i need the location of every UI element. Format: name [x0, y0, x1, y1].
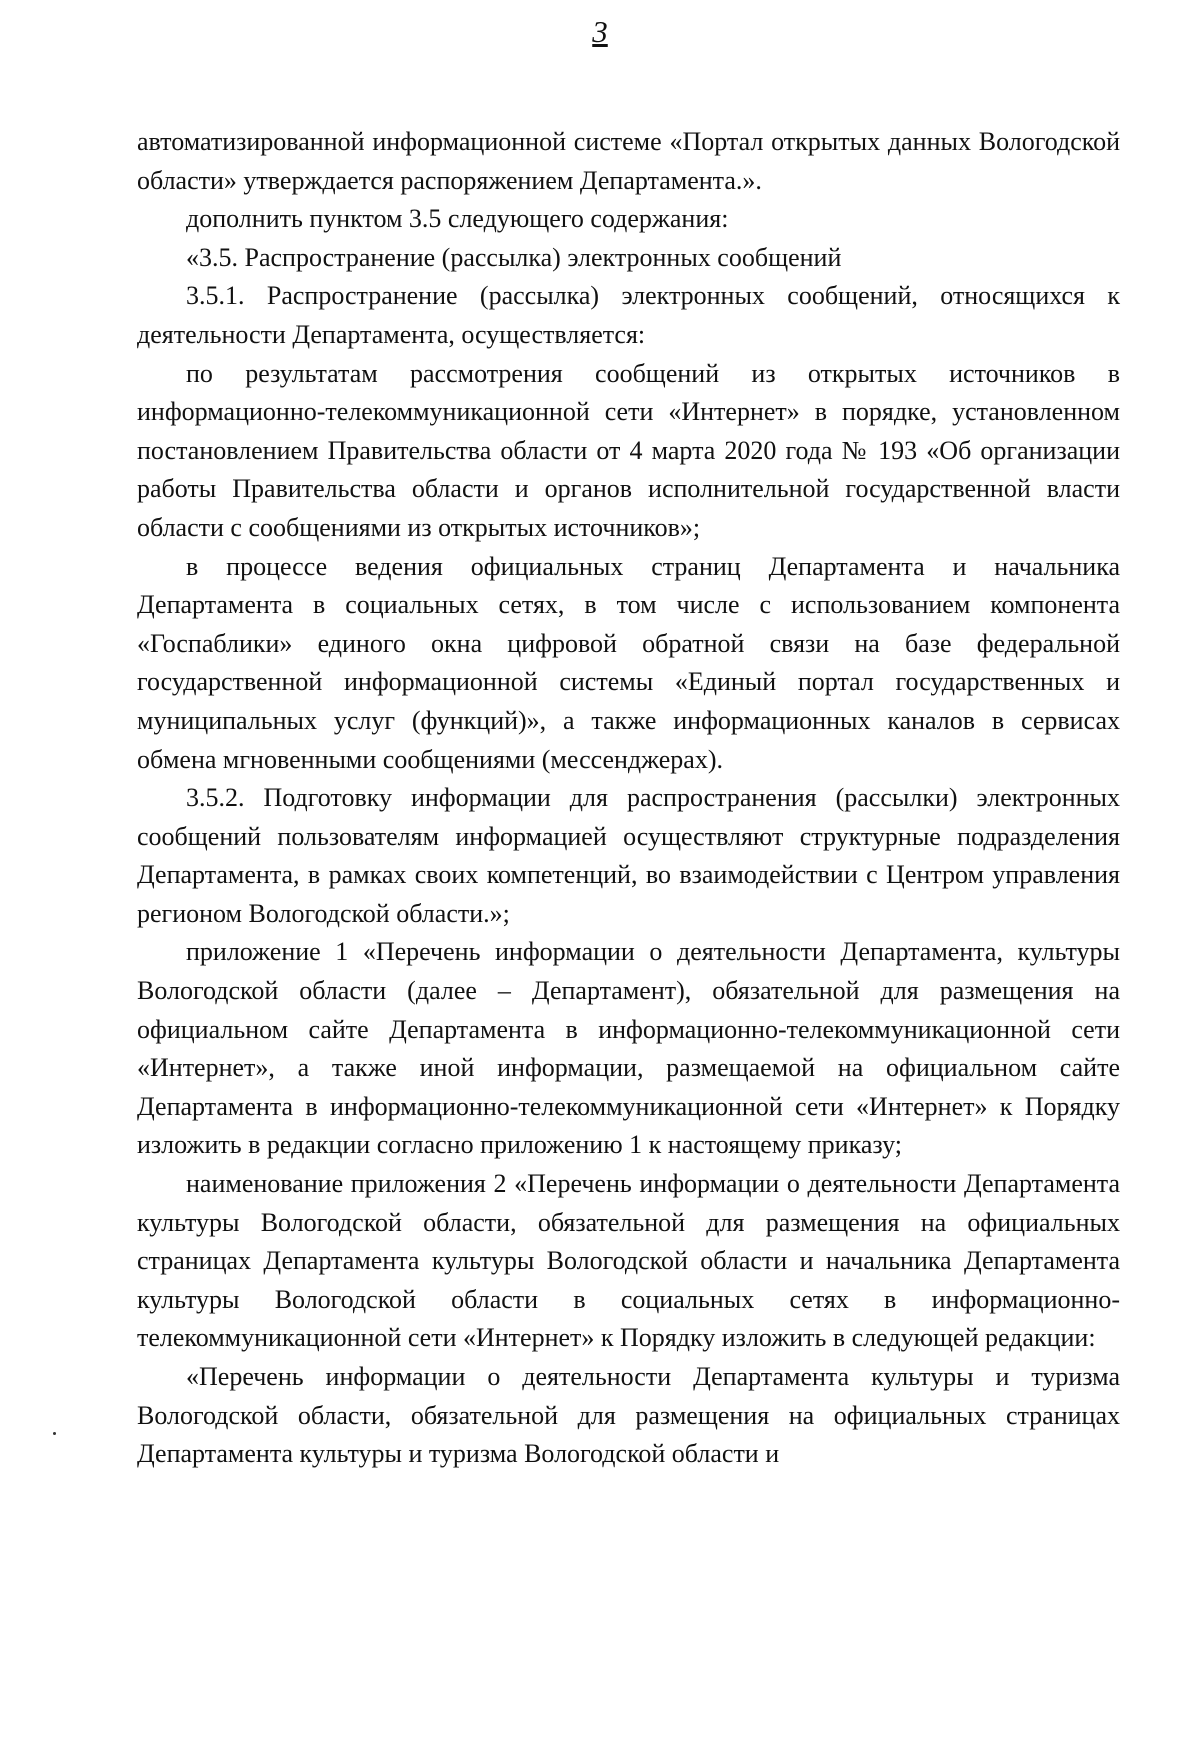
paragraph-continuation: автоматизированной информационной системе «Портал открытых данных Вологодской области» утверждается распоряжением Департамента.».: [137, 127, 1120, 195]
paragraph-appendix-2-title: наименование приложения 2 «Перечень информации о деятельности Департамента культуры Вологодской области, обязательной для размещения на официальных страницах Департамента культуры Вологодской области и начальника Департамента культуры Вологодской области в социальных сетях в информационно-телекоммуникационной сети «Интернет» к Порядку изложить в следующей редакции:: [137, 1169, 1120, 1353]
page-number: 3: [592, 14, 608, 49]
paragraph-amendment-intro: дополнить пунктом 3.5 следующего содержания:: [186, 204, 729, 234]
paragraph-open-sources: по результатам рассмотрения сообщений из открытых источников в информационно-телекоммуникационной сети «Интернет» в порядке, установленном постановлением Правительства области от 4 марта 2020 года № 193 «Об организации работы Правительства области и органов исполнительной государственной власти области с сообщениями из открытых источников»;: [137, 358, 1120, 542]
paragraph-list-title: «Перечень информации о деятельности Департамента культуры и туризма Вологодской области, обязательной для размещения на официальных страницах Департамента культуры и туризма Вологодской области и: [137, 1362, 1120, 1469]
section-heading-3-5: «3.5. Распространение (рассылка) электронных сообщений: [186, 242, 842, 272]
paragraph-social-networks: в процессе ведения официальных страниц Департамента и начальника Департамента в социальных сетях, в том числе с использованием компонента «Госпаблики» единого окна цифровой обратной связи на базе федеральной государственной информационной системы «Единый портал государственных и муниципальных услуг (функций)», а также информационных каналов в сервисах обмена мгновенными сообщениями (мессенджерах).: [137, 551, 1120, 774]
paragraph-3-5-1: 3.5.1. Распространение (рассылка) электронных сообщений, относящихся к деятельности Департамента, осуществляется:: [137, 281, 1120, 349]
document-body: [137, 123, 1120, 1474]
paragraph-appendix-1: приложение 1 «Перечень информации о деятельности Департамента, культуры Вологодской области (далее – Департамент), обязательной для размещения на официальном сайте Департамента в информационно-телекоммуникационной сети «Интернет», а также иной информации, размещаемой на официальном сайте Департамента в информационно-телекоммуникационной сети «Интернет» к Порядку изложить в редакции согласно приложению 1 к настоящему приказу;: [137, 937, 1120, 1160]
scan-speck: [53, 1432, 56, 1435]
paragraph-3-5-2: 3.5.2. Подготовку информации для распространения (рассылки) электронных сообщений пользователям информацией осуществляют структурные подразделения Департамента, в рамках своих компетенций, во взаимодействии с Центром управления регионом Вологодской области.»;: [137, 783, 1120, 928]
